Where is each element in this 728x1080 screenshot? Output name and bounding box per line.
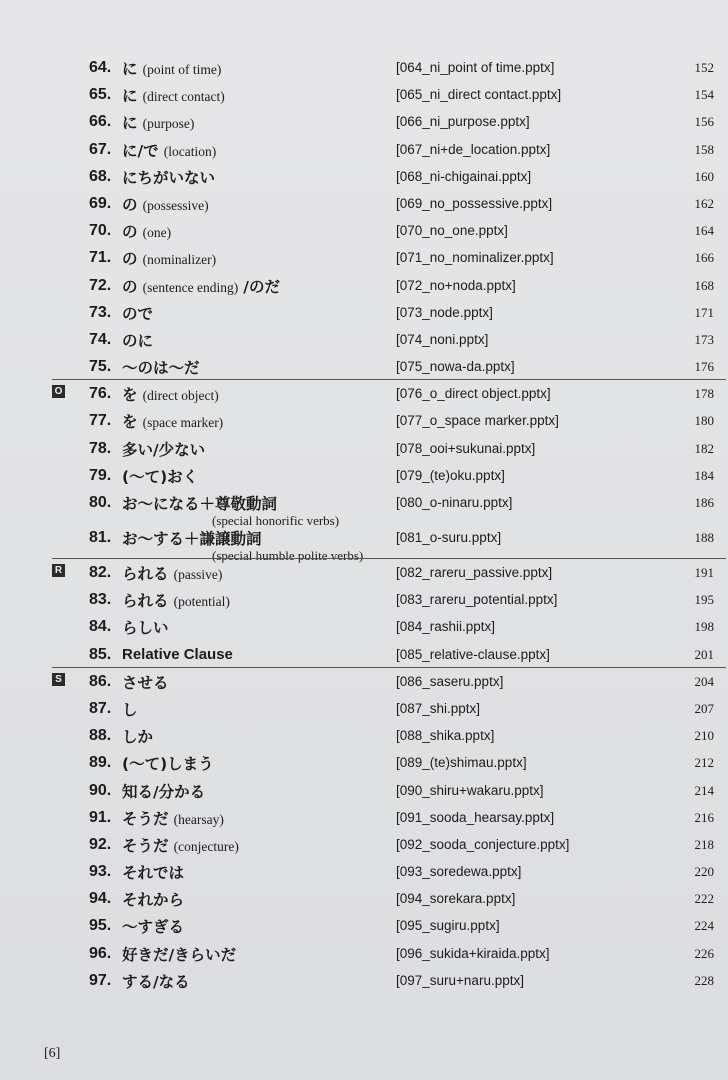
entry-title bbox=[122, 139, 216, 161]
toc-entry bbox=[52, 300, 726, 327]
entry-title bbox=[122, 329, 153, 351]
toc-entry bbox=[52, 669, 726, 696]
toc-entry bbox=[52, 463, 726, 490]
entry-filename: [090_shiru+wakaru.pptx] bbox=[396, 782, 544, 798]
entry-number: 76. bbox=[89, 385, 112, 403]
toc-entry bbox=[52, 109, 726, 136]
toc-entry bbox=[52, 218, 726, 245]
entry-japanese: ～すぎる bbox=[122, 918, 185, 937]
entry-filename: [069_no_possessive.pptx] bbox=[396, 195, 553, 211]
entry-title bbox=[122, 356, 200, 378]
entry-japanese: の bbox=[122, 250, 138, 269]
entry-japanese: (～て)しまう bbox=[122, 755, 214, 774]
entry-number: 86. bbox=[89, 672, 112, 690]
entry-filename: [065_ni_direct contact.pptx] bbox=[396, 87, 562, 103]
entry-page-number: 182 bbox=[694, 440, 714, 456]
entry-number: 95. bbox=[89, 917, 112, 935]
entry-page-number: 226 bbox=[694, 945, 714, 961]
entry-title bbox=[122, 780, 205, 802]
entry-filename: [067_ni+de_location.pptx] bbox=[396, 141, 551, 157]
entry-number: 82. bbox=[89, 564, 112, 581]
entry-page-number: 176 bbox=[694, 359, 714, 375]
entry-english: (one) bbox=[142, 225, 172, 241]
entry-japanese: (～て)おく bbox=[122, 467, 199, 486]
section-divider bbox=[52, 667, 726, 668]
entry-japanese: それから bbox=[122, 891, 185, 910]
entry-filename: [087_shi.pptx] bbox=[396, 700, 481, 716]
toc-entry bbox=[52, 723, 726, 750]
entry-filename: [080_o-ninaru.pptx] bbox=[396, 495, 513, 510]
entry-japanese: しか bbox=[122, 728, 154, 747]
entry-english: (sentence ending) bbox=[142, 279, 239, 295]
entry-english: (hearsay) bbox=[173, 811, 224, 827]
entry-japanese: 多い/少ない bbox=[122, 440, 206, 459]
entry-page-number: 162 bbox=[694, 195, 714, 211]
entry-japanese: のに bbox=[122, 331, 154, 350]
entry-japanese: ので bbox=[122, 304, 154, 323]
entry-filename: [075_nowa-da.pptx] bbox=[396, 359, 515, 375]
entry-page-number: 214 bbox=[694, 782, 714, 798]
entry-filename: [071_no_nominalizer.pptx] bbox=[396, 250, 554, 266]
entry-page-number: 195 bbox=[694, 592, 714, 608]
entry-japanese: を bbox=[122, 413, 138, 432]
entry-filename: [083_rareru_potential.pptx] bbox=[396, 592, 558, 608]
toc-entry bbox=[52, 614, 726, 641]
entry-number: 92. bbox=[89, 835, 112, 853]
entry-english: (purpose) bbox=[142, 116, 195, 132]
entry-page-number: 216 bbox=[694, 809, 714, 825]
entry-page-number: 171 bbox=[694, 304, 714, 320]
entry-english: (direct contact) bbox=[142, 89, 225, 105]
toc-entry bbox=[52, 696, 726, 723]
section-letter-badge: O bbox=[52, 385, 65, 398]
entry-number: 85. bbox=[89, 645, 112, 663]
toc-entry bbox=[52, 381, 726, 408]
entry-title bbox=[122, 220, 171, 242]
entry-japanese: の bbox=[122, 195, 138, 214]
entry-number: 67. bbox=[89, 140, 112, 158]
entry-number: 73. bbox=[89, 303, 112, 321]
entry-filename: [074_noni.pptx] bbox=[396, 331, 489, 347]
toc-entry bbox=[52, 245, 726, 272]
toc-entry bbox=[52, 778, 726, 805]
toc-entry bbox=[52, 55, 726, 82]
entry-number: 75. bbox=[89, 358, 112, 376]
entry-title bbox=[122, 644, 233, 663]
entry-japanese: それでは bbox=[122, 864, 185, 883]
entry-filename: [095_sugiru.pptx] bbox=[396, 918, 500, 934]
section-letter-badge: S bbox=[52, 673, 65, 686]
entry-filename: [070_no_one.pptx] bbox=[396, 223, 508, 239]
entry-page-number: 207 bbox=[694, 700, 714, 716]
entry-filename: [088_shika.pptx] bbox=[396, 728, 495, 744]
entry-number: 65. bbox=[89, 86, 112, 104]
toc-entry bbox=[52, 968, 726, 995]
entry-number: 88. bbox=[89, 727, 112, 745]
entry-number: 78. bbox=[89, 439, 112, 457]
toc-entry bbox=[52, 137, 726, 164]
entry-japanese: ～のは～だ bbox=[122, 359, 200, 378]
entry-number: 68. bbox=[89, 167, 112, 185]
entry-filename: [072_no+noda.pptx] bbox=[396, 277, 516, 293]
entry-japanese-suffix: /のだ bbox=[243, 277, 280, 296]
entry-japanese: に bbox=[122, 87, 138, 106]
entry-title bbox=[122, 57, 221, 79]
entry-filename: [089_(te)shimau.pptx] bbox=[396, 755, 527, 771]
entry-number: 90. bbox=[89, 781, 112, 799]
entry-filename: [097_suru+naru.pptx] bbox=[396, 972, 524, 988]
entry-title bbox=[122, 943, 236, 965]
toc-entry bbox=[52, 327, 726, 354]
entry-japanese: に bbox=[122, 114, 138, 133]
entry-english: (conjecture) bbox=[173, 838, 239, 854]
toc-entry bbox=[52, 642, 726, 669]
entry-page-number: 228 bbox=[694, 972, 714, 988]
entry-number: 94. bbox=[89, 890, 112, 908]
entry-title bbox=[122, 562, 222, 584]
entry-japanese: に/で bbox=[122, 141, 159, 160]
entry-japanese: の bbox=[122, 277, 138, 296]
entry-title bbox=[122, 438, 205, 460]
entry-title bbox=[122, 915, 184, 937]
entry-number: 66. bbox=[89, 113, 112, 131]
entry-filename: [076_o_direct object.pptx] bbox=[396, 386, 551, 402]
entry-title bbox=[122, 492, 277, 514]
entry-number: 71. bbox=[89, 249, 112, 267]
entry-japanese: に bbox=[122, 60, 138, 78]
entry-page-number: 201 bbox=[694, 646, 714, 662]
toc-entry bbox=[52, 886, 726, 913]
entry-japanese: させる bbox=[122, 673, 169, 692]
entry-japanese: を bbox=[122, 386, 138, 405]
entry-subtitle: (special honorific verbs) bbox=[212, 513, 340, 528]
entry-number: 79. bbox=[89, 466, 112, 484]
entry-japanese: 知る/分かる bbox=[122, 782, 206, 801]
entry-title bbox=[122, 84, 225, 106]
toc-entry bbox=[52, 560, 726, 587]
entry-english: (possessive) bbox=[142, 197, 209, 213]
entry-page-number: 173 bbox=[694, 331, 714, 347]
entry-filename: [086_saseru.pptx] bbox=[396, 673, 504, 689]
entry-title bbox=[122, 247, 216, 269]
entry-english: (passive) bbox=[173, 567, 223, 582]
entry-filename: [081_o-suru.pptx] bbox=[396, 530, 502, 545]
entry-number: 74. bbox=[89, 330, 112, 348]
entry-english: Relative Clause bbox=[122, 645, 233, 663]
entry-japanese: そうだ bbox=[122, 836, 169, 855]
entry-title bbox=[122, 671, 169, 693]
entry-page-number: 168 bbox=[694, 277, 714, 293]
entry-title bbox=[122, 861, 184, 883]
entry-english: (potential) bbox=[173, 594, 230, 610]
toc-entry bbox=[52, 941, 726, 968]
toc-entry bbox=[52, 750, 726, 777]
entry-filename: [084_rashii.pptx] bbox=[396, 619, 496, 635]
toc-entry bbox=[52, 273, 726, 300]
entry-number: 81. bbox=[89, 529, 112, 546]
entry-number: 96. bbox=[89, 944, 112, 962]
toc-entry bbox=[52, 164, 726, 191]
entry-japanese: られる bbox=[122, 592, 169, 611]
entry-japanese: そうだ bbox=[122, 809, 169, 828]
entry-number: 77. bbox=[89, 412, 112, 430]
entry-page-number: 218 bbox=[694, 836, 714, 852]
entry-japanese: の bbox=[122, 223, 138, 242]
entry-number: 84. bbox=[89, 618, 112, 636]
toc-entry bbox=[52, 587, 726, 614]
entry-japanese: お～になる＋尊敬動詞 bbox=[122, 495, 278, 513]
section-divider bbox=[52, 379, 726, 380]
entry-subtitle: (special humble polite verbs) bbox=[212, 548, 364, 563]
entry-number: 93. bbox=[89, 863, 112, 881]
entry-english: (space marker) bbox=[142, 415, 224, 431]
entry-page-number: 184 bbox=[694, 467, 714, 483]
toc-entry bbox=[52, 490, 726, 528]
entry-filename: [094_sorekara.pptx] bbox=[396, 891, 516, 907]
entry-filename: [068_ni-chigainai.pptx] bbox=[396, 168, 532, 184]
entry-title bbox=[122, 193, 209, 215]
entry-page-number: 160 bbox=[694, 168, 714, 184]
entry-filename: [064_ni_point of time.pptx] bbox=[396, 60, 555, 75]
entry-title bbox=[122, 589, 230, 611]
entry-title bbox=[122, 834, 239, 856]
toc-entry bbox=[52, 191, 726, 218]
entry-page-number: 180 bbox=[694, 413, 714, 429]
entry-english: (direct object) bbox=[142, 388, 219, 404]
entry-title bbox=[122, 410, 223, 432]
entry-title bbox=[122, 302, 153, 324]
entry-title bbox=[122, 616, 169, 638]
toc-entry bbox=[52, 354, 726, 381]
entry-title bbox=[122, 111, 194, 133]
entry-page-number: 188 bbox=[694, 530, 714, 545]
toc-entry bbox=[52, 805, 726, 832]
toc-entry bbox=[52, 408, 726, 435]
entry-page-number: 154 bbox=[694, 87, 714, 103]
entry-page-number: 152 bbox=[694, 60, 714, 75]
entry-page-number: 164 bbox=[694, 223, 714, 239]
entry-title bbox=[122, 888, 184, 910]
entry-number: 70. bbox=[89, 222, 112, 240]
entry-number: 64. bbox=[89, 59, 112, 76]
section-letter-badge: R bbox=[52, 564, 65, 577]
entry-title bbox=[122, 807, 224, 829]
entry-page-number: 212 bbox=[694, 755, 714, 771]
entry-page-number: 178 bbox=[694, 386, 714, 402]
entry-title bbox=[122, 698, 138, 720]
entry-page-number: 224 bbox=[694, 918, 714, 934]
entry-page-number: 191 bbox=[694, 565, 714, 580]
toc-entry bbox=[52, 913, 726, 940]
entry-title bbox=[122, 725, 153, 747]
entry-title bbox=[122, 465, 198, 487]
entry-filename: [091_sooda_hearsay.pptx] bbox=[396, 809, 555, 825]
entry-filename: [082_rareru_passive.pptx] bbox=[396, 565, 553, 580]
entry-japanese: られる bbox=[122, 565, 169, 583]
entry-filename: [073_node.pptx] bbox=[396, 304, 493, 320]
entry-filename: [085_relative-clause.pptx] bbox=[396, 646, 550, 662]
entry-filename: [077_o_space marker.pptx] bbox=[396, 413, 559, 429]
entry-japanese: お～する＋謙譲動詞 bbox=[122, 530, 262, 548]
entry-page-number: 210 bbox=[694, 728, 714, 744]
entry-number: 83. bbox=[89, 591, 112, 609]
entry-number: 89. bbox=[89, 754, 112, 772]
entry-filename: [092_sooda_conjecture.pptx] bbox=[396, 836, 570, 852]
entry-page-number: 198 bbox=[694, 619, 714, 635]
entry-page-number: 220 bbox=[694, 864, 714, 880]
toc-entry bbox=[52, 832, 726, 859]
table-of-contents bbox=[52, 55, 726, 995]
entry-title bbox=[122, 383, 219, 405]
entry-filename: [078_ooi+sukunai.pptx] bbox=[396, 440, 536, 456]
entry-japanese: 好きだ/きらいだ bbox=[122, 945, 237, 964]
entry-number: 97. bbox=[89, 971, 112, 989]
entry-page-number: 156 bbox=[694, 114, 714, 130]
entry-number: 80. bbox=[89, 494, 112, 511]
entry-filename: [093_soredewa.pptx] bbox=[396, 864, 522, 880]
toc-entry bbox=[52, 859, 726, 886]
entry-title bbox=[122, 527, 262, 549]
entry-filename: [096_sukida+kiraida.pptx] bbox=[396, 945, 550, 961]
toc-entry bbox=[52, 436, 726, 463]
entry-number: 87. bbox=[89, 699, 112, 717]
entry-title bbox=[122, 166, 215, 188]
entry-japanese: らしい bbox=[122, 619, 169, 638]
entry-page-number: 158 bbox=[694, 141, 714, 157]
entry-title bbox=[122, 752, 214, 774]
entry-number: 72. bbox=[89, 276, 112, 294]
entry-title bbox=[122, 275, 280, 297]
entry-page-number: 166 bbox=[694, 250, 714, 266]
entry-japanese: し bbox=[122, 700, 138, 719]
entry-number: 69. bbox=[89, 194, 112, 212]
entry-english: (nominalizer) bbox=[142, 252, 217, 268]
page-number: [6] bbox=[44, 1046, 61, 1061]
entry-page-number: 186 bbox=[694, 495, 714, 510]
entry-english: (point of time) bbox=[142, 62, 222, 77]
toc-entry bbox=[52, 525, 726, 563]
entry-page-number: 204 bbox=[694, 673, 714, 689]
toc-entry bbox=[52, 82, 726, 109]
entry-english: (location) bbox=[163, 143, 217, 159]
entry-japanese: にちがいない bbox=[122, 168, 216, 187]
entry-japanese: する/なる bbox=[122, 972, 190, 991]
entry-title bbox=[122, 970, 190, 992]
entry-filename: [079_(te)oku.pptx] bbox=[396, 467, 505, 483]
entry-page-number: 222 bbox=[694, 891, 714, 907]
section-divider bbox=[52, 558, 726, 559]
entry-filename: [066_ni_purpose.pptx] bbox=[396, 114, 530, 130]
entry-number: 91. bbox=[89, 808, 112, 826]
